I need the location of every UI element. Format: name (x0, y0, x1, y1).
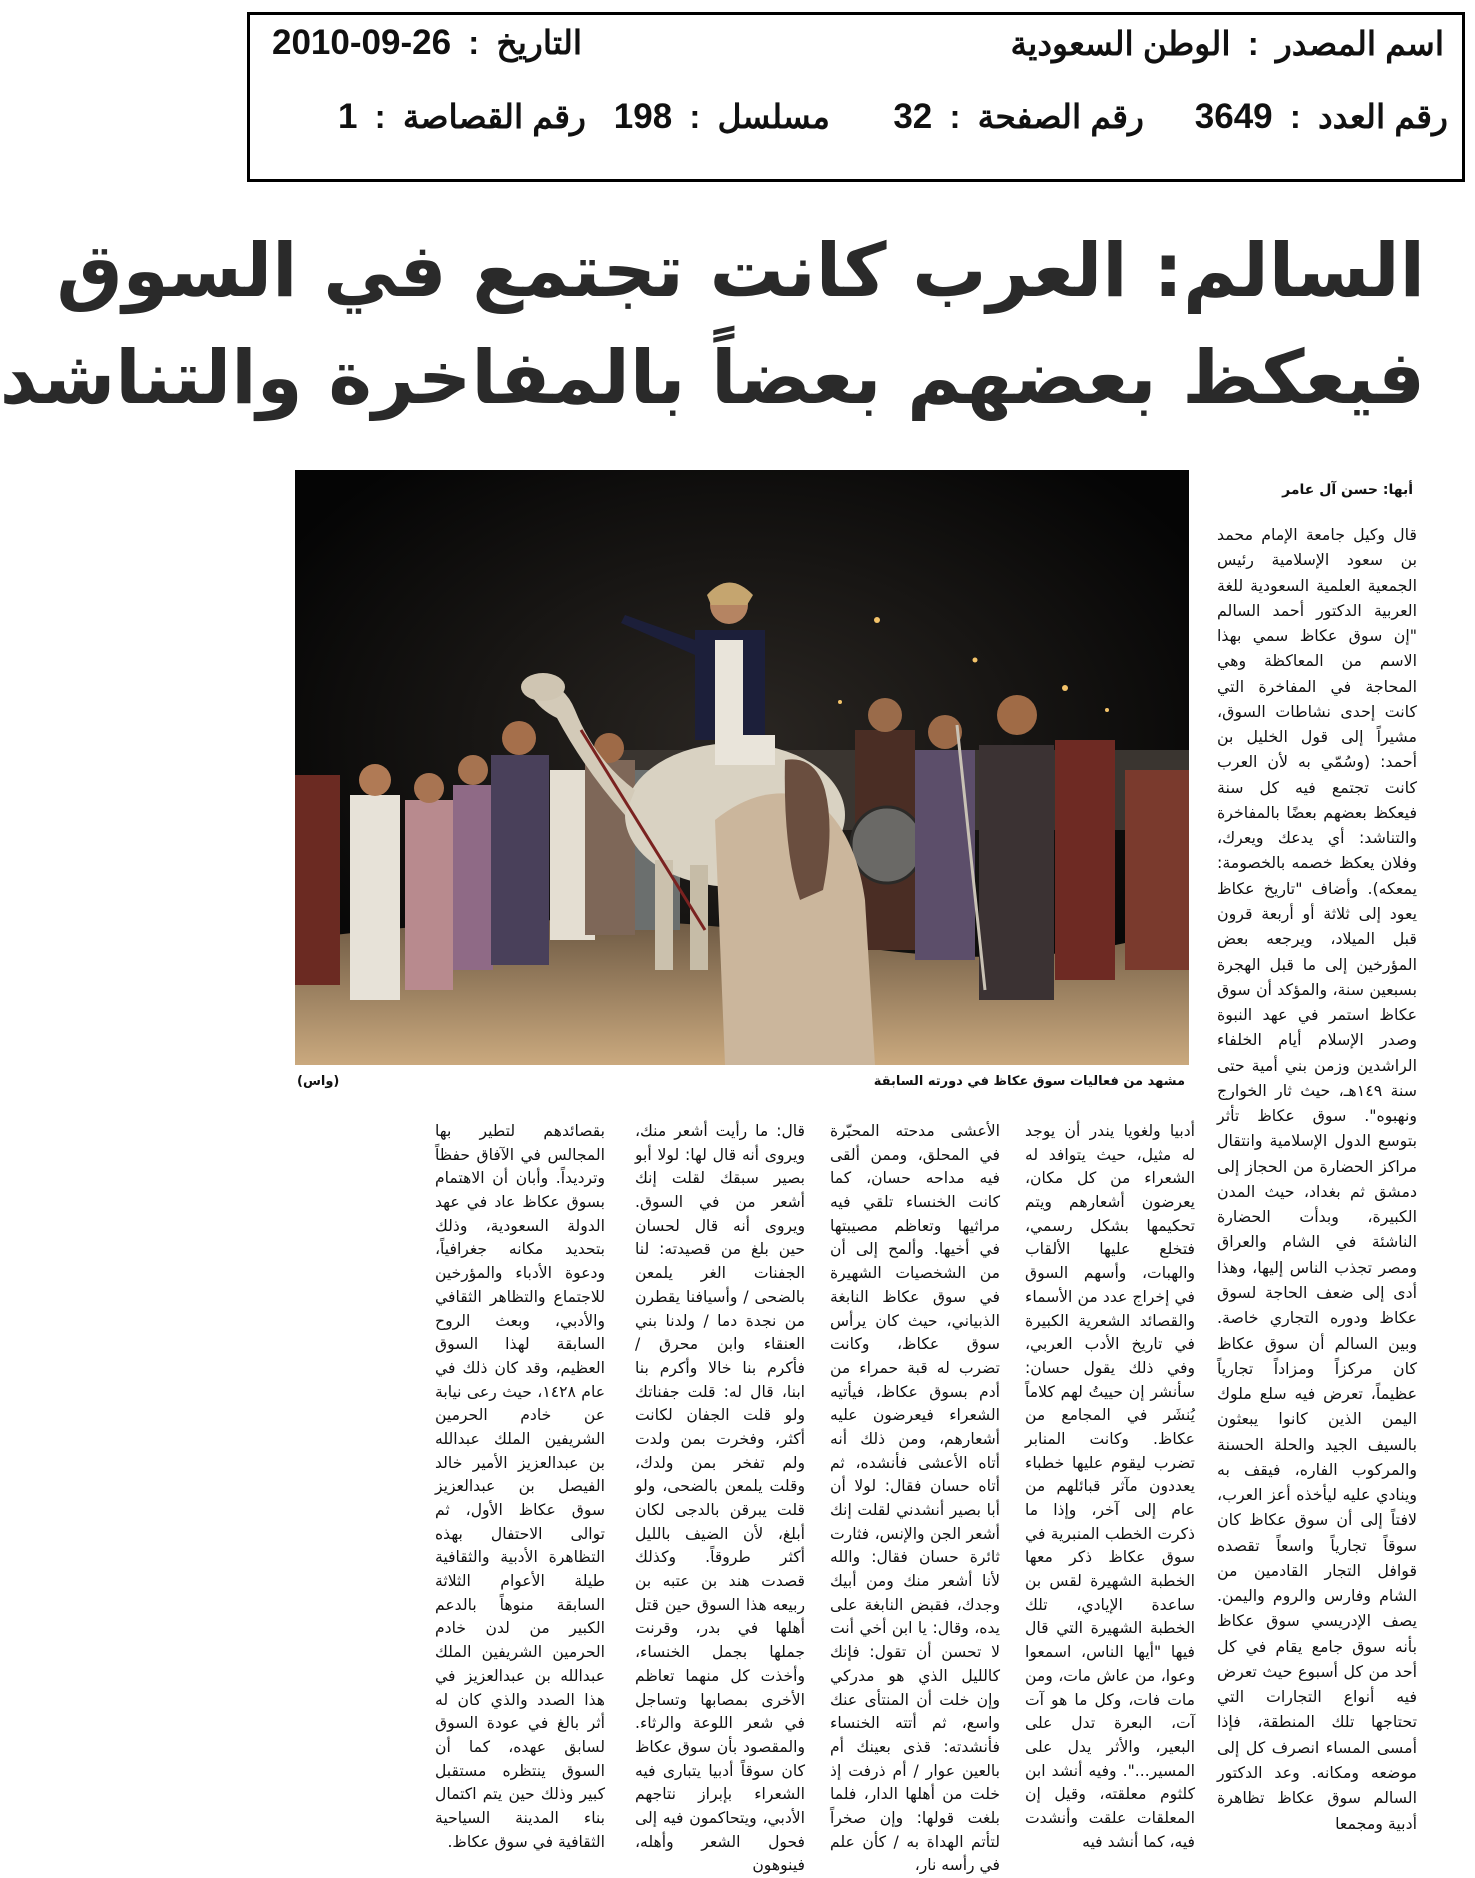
source-separator: : (1247, 24, 1259, 62)
serial-label: مسلسل (717, 98, 830, 135)
date-field (272, 23, 582, 63)
photo-credit: (واس) (297, 1074, 340, 1089)
clipping-field (338, 97, 586, 137)
page-field (893, 97, 1144, 137)
serial-value: 198 (613, 97, 673, 136)
date-label: التاريخ (496, 24, 583, 61)
page-separator: : (949, 98, 961, 135)
issue-label: رقم العدد (1317, 98, 1448, 135)
serial-separator: : (689, 98, 701, 135)
article-column-3: الأعشى مدحته المحبّرة في المحلق، وممن ألقى فيه مداحه حسان، كما كانت الخنساء تلقي فيه مراثيها وتعاظم مصيبتها في أخيها. وألمح إلى أن من الشخصيات الشهيرة في سوق عكاظ النابغة الذبياني، حيث كان يرأس سوق عكاظ، وكانت تضرب له قبة حمراء من أدم بسوق عكاظ، فيأتيه الشعراء فيعرضون عليه أشعارهم، ومن ذلك أنه أتاه الأعشى فأنشده، ثم أتاه حسان فقال: لولا أن أبا بصير أنشدني لقلت إنك أشعر الجن والإنس، فثارت ثائرة حسان فقال: والله لأنا أشعر منك ومن أبيك وجدك، فقبض النابغة على يده، وقال: يا ابن أخي أنت لا تحسن أن تقول: فإنك كالليل الذي هو مدركي وإن خلت أن المنتأى عنك واسع، ثم أتته الخنساء فأنشدته: قذى بعينك أم بالعين عوار / أم ذرفت إذ خلت من أهلها الدار، فلما بلغت قولها: وإن صخراً لتأتم الهداة به / كأن علم في رأسه نار، (830, 1122, 1000, 1875)
date-separator: : (468, 24, 480, 61)
serial-field (614, 97, 830, 137)
source-value: الوطن السعودية (1010, 24, 1231, 62)
source-field (1010, 24, 1444, 63)
clipping-separator: : (374, 98, 386, 135)
article-photo (295, 470, 1189, 1065)
issue-value: 3649 (1194, 97, 1273, 136)
article-column-4: قال: ما رأيت أشعر منك، ويروى أنه قال لها: لولا أبو بصير سبقك لقلت إنك أشعر من في السوق. ويروى أنه قال لحسان حين بلغ من قصيدته: لنا الجفنات الغر يلمعن بالضحى / وأسيافنا يقطرن من نجدة دما / ولدنا بني العنقاء وابن محرق / فأكرم بنا خالا وأكرم بنا ابنا، قال له: قلت جفناتك ولو قلت الجفان لكانت أكثر، وفخرت بمن ولدت ولم تفخر بمن ولدك، وقلت يلمعن بالضحى، ولو قلت يبرقن بالدجى لكان أبلغ، لأن الضيف بالليل أكثر طروقاً. وكذلك قصدت هند بن عتبه بن ربيعه هذا السوق حين قتل أهلها في بدر، وقرنت جملها بجمل الخنساء، وأخذت كل منهما تعاظم الأخرى بمصابها وتساجل في شعر اللوعة والرثاء. والمقصود بأن سوق عكاظ كان سوقاً أدبيا يتبارى فيه الشعراء بإبراز نتاجهم الأدبي، ويتحاكمون فيه إلى فحول الشعر وأهله، فينوهون (635, 1122, 805, 1875)
source-label: اسم المصدر (1275, 24, 1444, 62)
issue-separator: : (1289, 98, 1301, 135)
issue-field (1195, 97, 1448, 137)
page-label: رقم الصفحة (977, 98, 1144, 135)
camel-festival-scene (295, 470, 1189, 1065)
page-value: 32 (893, 97, 933, 136)
article-column-1: قال وكيل جامعة الإمام محمد بن سعود الإسلامية رئيس الجمعية العلمية السعودية للغة العربية الدكتور أحمد السالم "إن سوق عكاظ سمي بهذا الاسم من المعاكظة وهي المحاجة في المفاخرة التي كانت إحدى نشاطات السوق، مشيراً إلى قول الخليل بن أحمد: (وسُمّي به لأن العرب كانت تجتمع فيه كل سنة فيعكظ بعضهم بعضًا بالمفاخرة والتناشد: أي يدعك ويعرك، وفلان يعكظ خصمه بالخصومة: يمعكه). وأضاف "تاريخ عكاظ يعود إلى ثلاثة أو أربعة قرون قبل الميلاد، ويرجعه بعض المؤرخين إلى ما قبل الهجرة بسبعين سنة، والمؤكد أن سوق عكاظ استمر في عهد النبوة وصدر الإسلام أيام الخلفاء الراشدين وزمن بني أمية حتى سنة ١٤٩هـ، حيث ثار الخوارج ونهبوه". سوق عكاظ تأثر بتوسع الدول الإسلامية وانتقال مراكز الحضارة من الحجاز إلى دمشق ثم بغداد، حيث المدن الكبيرة، وبدأت الحضارة الناشئة في الشام والعراق ومصر تجذب الناس إليها، وهذا أدى إلى ضعف الحاجة لسوق عكاظ ودوره التجاري خاصة. وبين السالم أن سوق عكاظ كان مركزاً ومزاداً تجارياً عظيماً، تعرض فيه سلع ملوك اليمن الذين كانوا يبعثون بالسيف الجيد والحلة الحسنة والمركوب الفاره، فيقف به وينادي عليه ليأخذه أعز العرب، لافتاً إلى أن سوق عكاظ كان سوقاً تجارياً واسعاً تقصده قوافل التجار القادمين من الشام وفارس والروم واليمن. يصف الإدريسي سوق عكاظ بأنه سوق جامع يقام في كل أحد من كل أسبوع حيث تعرض فيه أنواع التجارات التي تحتاجها تلك المنطقة، فإذا أمسى المساء انصرف كل إلى موضعه ومكانه. وعد الدكتور السالم سوق عكاظ تظاهرة أدبية ومجمعا (1217, 525, 1417, 1833)
source-metadata-box (247, 12, 1465, 182)
headline-line-1: السالم: العرب كانت تجتمع في السوق (56, 228, 1425, 314)
clipping-value: 1 (338, 97, 358, 136)
article-column-5: بقصائدهم لتطير بها المجالس في الآفاق حفظاً وترديداً. وأبان أن الاهتمام بسوق عكاظ عاد في عهد الدولة السعودية، وذلك بتحديد مكانه جغرافياً، ودعوة الأدباء والمؤرخين للاجتماع والتظاهر الثقافي والأدبي، وبعث الروح السابقة لهذا السوق العظيم، وقد كان ذلك في عام ١٤٢٨، حيث رعى نيابة عن خادم الحرمين الشريفين الملك عبدالله بن عبدالعزيز الأمير خالد الفيصل بن عبدالعزيز سوق عكاظ الأول، ثم توالى الاحتفال بهذه التظاهرة الأدبية والثقافية طيلة الأعوام الثلاثة السابقة منوهاً بالدعم الكبير من لدن خادم الحرمين الشريفين الملك عبدالله بن عبدالعزيز في هذا الصدد والذي كان له أثر بالغ في عودة السوق لسابق عهده، كما أن السوق ينتظره مستقبل كبير وذلك حين يتم اكتمال بناء المدينة السياحية الثقافية في سوق عكاظ. (435, 1122, 606, 1851)
photo-caption: مشهد من فعاليات سوق عكاظ في دورته السابقة (873, 1074, 1185, 1089)
headline-line-2: فيعكظ بعضهم بعضاً بالمفاخرة والتناشد (0, 335, 1425, 421)
clipping-label: رقم القصاصة (402, 98, 586, 135)
byline: أبها: حسن آل عامر (1282, 482, 1413, 498)
article-column-2: أدبيا ولغويا يندر أن يوجد له مثيل، حيث يتوافد له الشعراء من كل مكان، يعرضون أشعارهم ويتم تحكيمها بشكل رسمي، فتخلع عليها الألقاب والهبات، وأسهم السوق في إخراج عدد من الأسماء والقصائد الشعرية الكبيرة في تاريخ الأدب العربي، وفي ذلك يقول حسان: سأنشر إن حييتُ لهم كلاماً يُنشَر في المجامع من عكاظ. وكانت المنابر تضرب ليقوم عليها خطباء يعددون مآثر قبائلهم من عام إلى آخر، وإذا ما ذكرت الخطب المنبرية في سوق عكاظ ذكر معها الخطبة الشهيرة لقس بن ساعدة الإيادي، تلك الخطبة الشهيرة التي قال فيها "أيها الناس، اسمعوا وعوا، من عاش مات، ومن مات فات، وكل ما هو آت آت، البعرة تدل على البعير، والأثر يدل على المسير...". وفيه أنشد ابن كلثوم معلقته، وقيل إن المعلقات علقت وأنشدت فيه، كما أنشد فيه (1025, 1122, 1195, 1851)
date-value: 2010-09-26 (272, 23, 452, 62)
